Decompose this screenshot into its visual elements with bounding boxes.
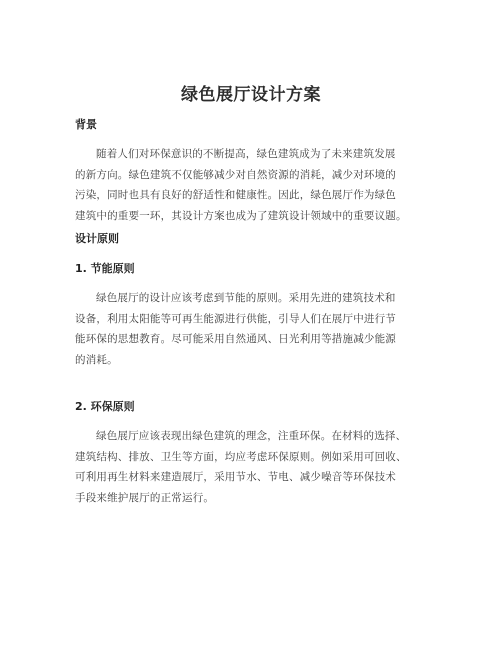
paragraph-line: 污染，同时也具有良好的舒适性和健康性。因此，绿色展厅作为绿色: [75, 189, 396, 201]
paragraph-line: 的消耗。: [75, 353, 118, 366]
paragraph-line: 的新方向。绿色建筑不仅能够减少对自然资源的消耗，减少对环境的: [75, 168, 396, 181]
paragraph-line: 可利用再生材料来建造展厅，采用节水、节电、减少噪音等环保技术: [75, 471, 396, 483]
paragraph-line: 建筑中的重要一环，其设计方案也成为了建筑设计领域中的重要议题。: [75, 209, 407, 222]
paragraph-line: 能环保的思想教育。尽可能采用自然通风、日光利用等措施减少能源: [75, 333, 396, 345]
paragraph-environmental: [75, 426, 445, 508]
section-heading-design-principles: 设计原则: [75, 232, 119, 245]
paragraph-energy-saving: [75, 288, 445, 370]
paragraph-line: 绿色展厅的设计应该考虑到节能的原则。采用先进的建筑技术和: [96, 292, 396, 304]
paragraph-line: 随着人们对环保意识的不断提高，绿色建筑成为了未来建筑发展: [96, 148, 396, 160]
paragraph-line: 设备，利用太阳能等可再生能源进行供能，引导人们在展厅中进行节: [75, 312, 396, 325]
section-heading-environmental: 2. 环保原则: [75, 400, 135, 413]
document-title: 绿色展厅设计方案: [181, 85, 321, 105]
section-heading-background: 背景: [75, 118, 97, 131]
paragraph-background: [75, 144, 445, 226]
paragraph-line: 绿色展厅应该表现出绿色建筑的理念，注重环保。在材料的选择、: [96, 430, 407, 442]
section-heading-energy-saving: 1. 节能原则: [75, 262, 135, 275]
paragraph-line: 建筑结构、排放、卫生等方面，均应考虑环保原则。例如采用可回收、: [75, 450, 407, 463]
paragraph-line: 手段来维护展厅的正常运行。: [75, 491, 215, 504]
